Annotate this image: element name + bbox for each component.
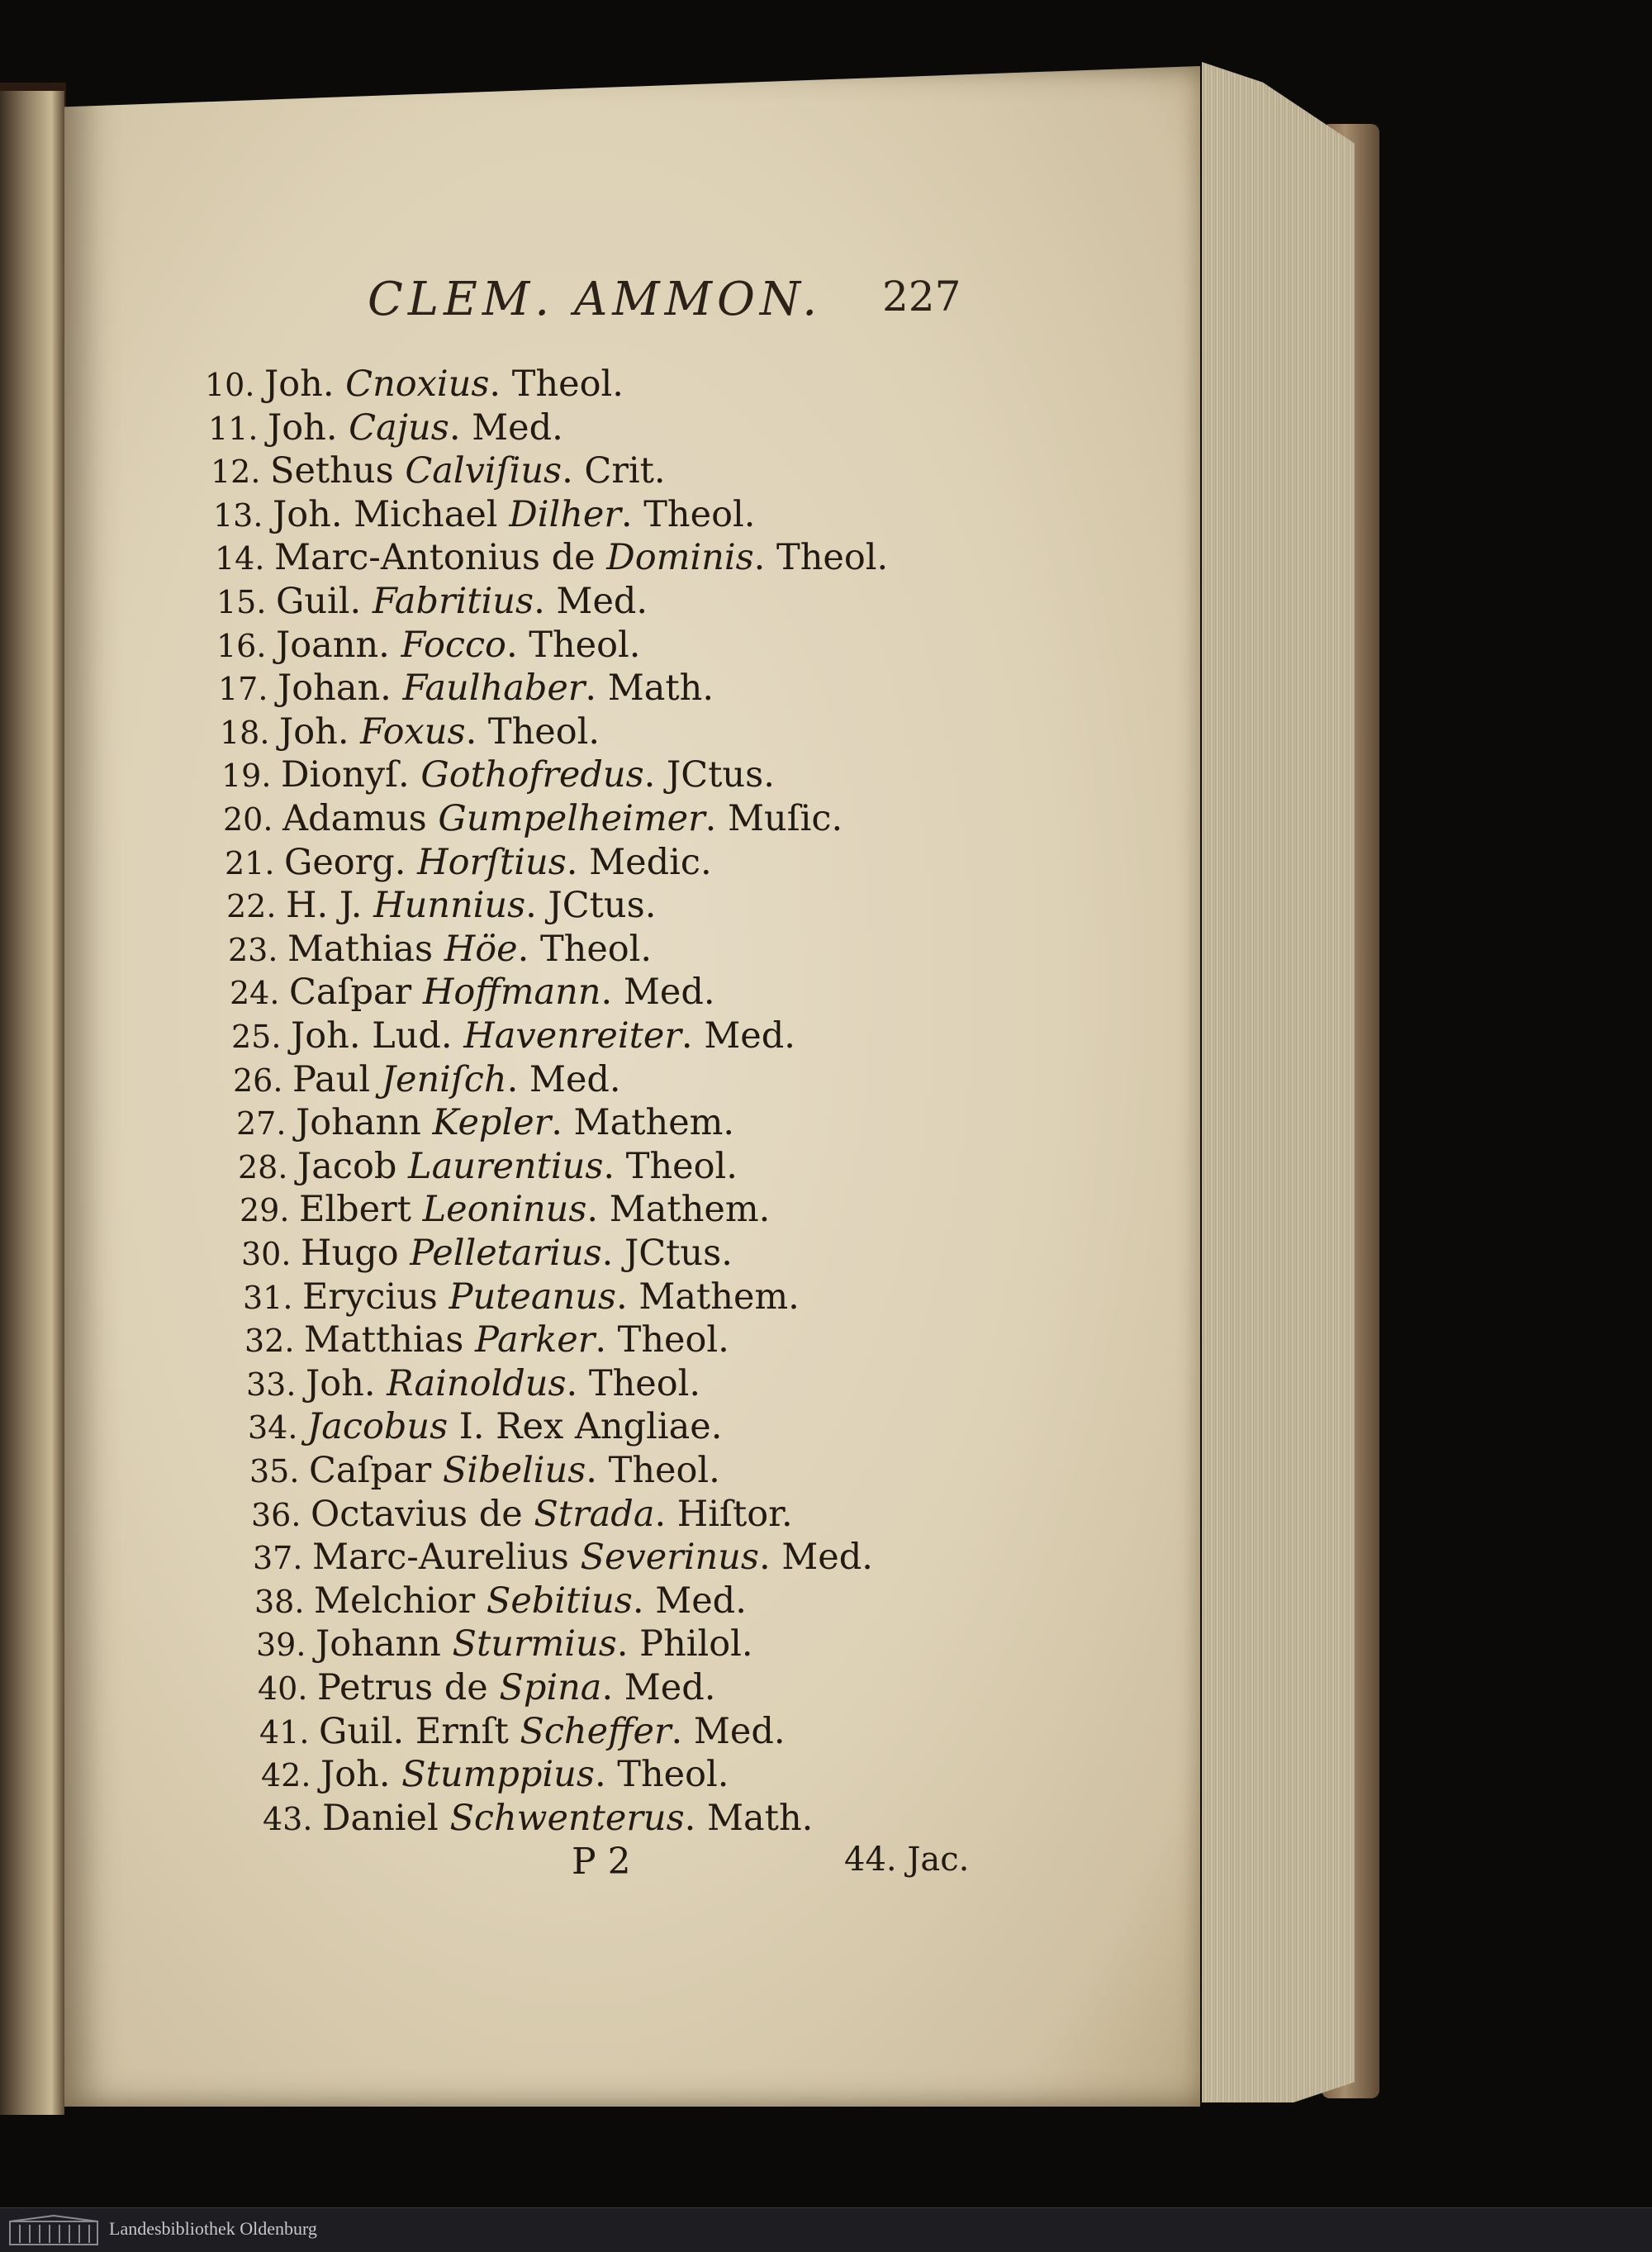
entry-given-name: Adamus <box>282 798 439 839</box>
entry-surname: Stumppius <box>401 1754 595 1796</box>
entry-line <box>208 406 563 450</box>
entry-line <box>249 1448 720 1493</box>
entry-number: 36. <box>251 1496 301 1533</box>
entry-line <box>236 1100 734 1145</box>
entry-line <box>225 840 712 885</box>
entry-number: 30. <box>241 1236 292 1272</box>
entry-number: 25. <box>231 1019 282 1055</box>
entry-faculty: . Med. <box>601 972 715 1014</box>
entry-line <box>211 449 666 493</box>
entry-given-name: Matthias <box>304 1319 476 1361</box>
entry-line <box>218 666 714 710</box>
entry-number: 41. <box>259 1713 310 1751</box>
entry-surname: Gothofredus <box>420 754 644 796</box>
entry-number: 29. <box>240 1192 290 1229</box>
entry-given-name: Petrus de <box>317 1667 500 1708</box>
entry-faculty: . Muſic. <box>705 798 843 839</box>
entry-faculty: . Hiſtor. <box>654 1493 793 1535</box>
entry-line <box>243 1275 800 1319</box>
entry-surname: Dilher <box>509 493 621 535</box>
entry-faculty: . JCtus. <box>643 754 775 796</box>
entry-number: 20. <box>223 801 273 838</box>
entry-faculty: . Crit. <box>562 450 666 492</box>
entry-line <box>263 1796 813 1841</box>
entry-surname: Strada <box>534 1493 655 1535</box>
entry-number: 34. <box>248 1409 298 1447</box>
entry-number: 32. <box>244 1323 295 1360</box>
entry-number: 43. <box>263 1800 313 1837</box>
entry-given-name: Sethus <box>270 450 406 492</box>
entry-given-name: Marc-Antonius de <box>274 537 607 579</box>
entry-number: 18. <box>220 714 270 751</box>
entry-faculty: . Theol. <box>586 1450 720 1491</box>
entry-given-name: Caſpar <box>309 1450 443 1491</box>
entry-faculty: . Med. <box>449 406 563 449</box>
entry-number: 15. <box>216 584 267 620</box>
entry-given-name: Melchior <box>314 1580 487 1622</box>
entry-line <box>216 623 640 668</box>
entry-given-name: Joh. <box>264 363 346 405</box>
entry-line <box>238 1144 738 1189</box>
entry-given-name: Caſpar <box>289 972 423 1014</box>
entry-given-name: Dionyſ. <box>281 754 421 796</box>
entry-faculty: . Mathem. <box>586 1189 771 1231</box>
entry-number: 37. <box>253 1540 303 1577</box>
entry-line <box>244 1318 729 1362</box>
entry-faculty: . Medic. <box>566 841 712 883</box>
entry-given-name: Joh. Lud. <box>291 1015 464 1057</box>
entry-number: 14. <box>215 540 265 577</box>
entry-surname: Foxus <box>360 710 466 753</box>
entry-line <box>231 1014 795 1058</box>
entry-number: 35. <box>249 1453 300 1489</box>
entry-surname: Leoninus <box>422 1189 587 1231</box>
entry-number: 38. <box>254 1583 305 1620</box>
running-head: CLEM. AMMON. <box>368 273 823 326</box>
entry-surname: Jeniſch <box>381 1058 507 1100</box>
entry-surname: Focco <box>401 624 506 666</box>
entry-surname: Hunnius <box>373 885 526 927</box>
entry-surname: Cnoxius <box>345 363 490 405</box>
facing-page-edge <box>0 91 64 2115</box>
entry-faculty: . Med. <box>671 1710 786 1752</box>
entry-surname: Sturmius <box>452 1623 617 1665</box>
entry-given-name: Joh. <box>320 1754 402 1796</box>
entry-surname: Faulhaber <box>402 668 586 710</box>
entry-surname: Pelletarius <box>410 1233 602 1274</box>
entry-given-name: Daniel <box>322 1797 450 1839</box>
entry-number: 22. <box>226 888 277 925</box>
entry-line <box>220 710 600 754</box>
library-name: Landesbibliothek Oldenburg <box>109 2218 317 2239</box>
entry-number: 13. <box>213 496 263 534</box>
entry-line <box>223 796 843 841</box>
entry-line <box>228 927 652 972</box>
catchword: 44. Jac. <box>844 1841 970 1879</box>
entry-line <box>226 883 656 928</box>
entry-surname: Laurentius <box>408 1145 604 1187</box>
entry-line <box>246 1361 700 1406</box>
entry-given-name: Jacob <box>297 1145 409 1187</box>
entry-surname: Scheffer <box>520 1710 672 1752</box>
entry-faculty: . Math. <box>585 668 714 710</box>
entry-faculty: . Theol. <box>594 1754 729 1796</box>
entry-given-name: Joh. <box>279 710 361 753</box>
entry-surname: Jacobus <box>307 1406 449 1448</box>
entry-faculty: . Med. <box>632 1580 747 1622</box>
entry-number: 31. <box>243 1279 293 1316</box>
entry-surname: Horſtius <box>417 841 567 883</box>
signature-mark: P 2 <box>572 1841 631 1883</box>
entry-given-name: Guil. Ernſt <box>319 1710 520 1752</box>
entry-line <box>251 1492 793 1537</box>
entry-given-name: Hugo <box>301 1233 411 1274</box>
entry-line <box>259 1709 786 1754</box>
entry-faculty: . Theol. <box>620 493 756 535</box>
entry-number: 24. <box>230 975 280 1012</box>
entry-surname: Sibelius <box>442 1450 586 1491</box>
entry-faculty: . JCtus. <box>525 885 657 927</box>
entry-line <box>258 1665 715 1710</box>
entry-number: 42. <box>261 1757 311 1794</box>
entry-surname: Puteanus <box>449 1276 616 1318</box>
library-footer-bar <box>0 2207 1652 2252</box>
entry-surname: Cajus <box>349 406 449 449</box>
entry-surname: Parker <box>475 1319 596 1361</box>
entry-faculty: . Theol. <box>489 363 624 405</box>
entry-faculty: . Med. <box>506 1058 621 1100</box>
entry-given-name: Joh. <box>306 1362 387 1404</box>
entry-given-name: Johan. <box>278 668 403 710</box>
entry-faculty: . Theol. <box>517 928 653 970</box>
entry-line <box>261 1752 729 1797</box>
entry-faculty: . Theol. <box>566 1362 701 1404</box>
entry-given-name: Marc-Aurelius <box>312 1537 581 1579</box>
page-fore-edge <box>1202 62 1355 2102</box>
entry-faculty: . Mathem. <box>615 1276 800 1318</box>
entry-faculty: . Theol. <box>465 710 601 753</box>
entry-given-name: Johann <box>296 1102 433 1144</box>
entry-given-name: Paul <box>292 1058 382 1100</box>
entry-faculty: . Med. <box>601 1667 716 1708</box>
entry-line <box>215 535 888 580</box>
entry-given-name: Elbert <box>299 1189 423 1231</box>
entry-faculty: . Med. <box>681 1015 795 1057</box>
entry-number: 19. <box>221 758 272 795</box>
entry-line <box>205 362 624 406</box>
entry-faculty: . Theol. <box>603 1145 738 1187</box>
page-header <box>0 273 1652 339</box>
entry-faculty: . Theol. <box>506 624 641 666</box>
entry-given-name: Octavius de <box>311 1493 534 1535</box>
entry-surname: Kepler <box>432 1102 552 1144</box>
entry-line <box>240 1187 770 1232</box>
entry-number: 33. <box>246 1366 297 1403</box>
entry-faculty: I. Rex Angliae. <box>448 1406 723 1448</box>
entry-number: 40. <box>258 1670 308 1707</box>
entry-surname: Rainoldus <box>387 1362 567 1404</box>
entry-faculty: . Med. <box>758 1537 873 1579</box>
entry-line <box>216 579 648 624</box>
entry-given-name: Joh. <box>268 406 349 449</box>
entry-number: 21. <box>225 844 275 881</box>
entry-number: 26. <box>233 1062 283 1099</box>
entry-surname: Havenreiter <box>463 1015 681 1057</box>
page-number: 227 <box>882 273 961 321</box>
entry-given-name: Joh. Michael <box>273 493 510 535</box>
entry-surname: Gumpelheimer <box>438 798 705 839</box>
entry-line <box>248 1404 722 1449</box>
entry-faculty: . Theol. <box>595 1319 729 1361</box>
entry-number: 11. <box>208 410 259 447</box>
entry-surname: Höe <box>444 928 518 970</box>
entry-surname: Calviſius <box>405 450 563 492</box>
entry-number: 23. <box>228 931 278 968</box>
entry-given-name: Mathias <box>287 928 444 970</box>
entry-line <box>230 970 715 1014</box>
entry-number: 39. <box>256 1627 306 1664</box>
entry-surname: Hoffmann <box>422 972 601 1014</box>
entry-line <box>233 1057 621 1102</box>
entry-number: 17. <box>218 671 268 708</box>
entry-given-name: Erycius <box>302 1276 449 1318</box>
entry-line <box>221 753 775 797</box>
entry-given-name: Joann. <box>276 624 401 666</box>
entry-line <box>241 1231 733 1276</box>
entry-number: 28. <box>238 1148 288 1185</box>
entry-surname: Schwenterus <box>449 1797 685 1839</box>
entry-given-name: Georg. <box>284 841 418 883</box>
entry-line <box>256 1622 753 1666</box>
entry-surname: Spina <box>499 1667 602 1708</box>
entry-faculty: . Mathem. <box>551 1102 735 1144</box>
entry-line <box>254 1579 747 1623</box>
library-building-icon <box>8 2215 99 2246</box>
entry-surname: Dominis <box>606 537 754 579</box>
entry-faculty: . Math. <box>684 1797 814 1839</box>
entry-faculty: . JCtus. <box>601 1233 733 1274</box>
entry-faculty: . Theol. <box>753 537 889 579</box>
entry-number: 10. <box>205 367 255 403</box>
entry-surname: Fabritius <box>372 581 534 622</box>
entry-number: 27. <box>236 1105 287 1143</box>
entry-given-name: Guil. <box>276 581 373 622</box>
entry-number: 16. <box>216 627 267 664</box>
entry-faculty: . Med. <box>534 581 648 622</box>
entry-given-name: Johann <box>316 1623 453 1665</box>
entry-surname: Sebitius <box>486 1580 633 1622</box>
entry-line <box>253 1535 873 1580</box>
entry-line <box>213 492 755 537</box>
entry-given-name: H. J. <box>286 885 374 927</box>
entry-faculty: . Philol. <box>616 1623 753 1665</box>
entry-surname: Severinus <box>580 1537 759 1579</box>
entry-number: 12. <box>211 454 261 491</box>
